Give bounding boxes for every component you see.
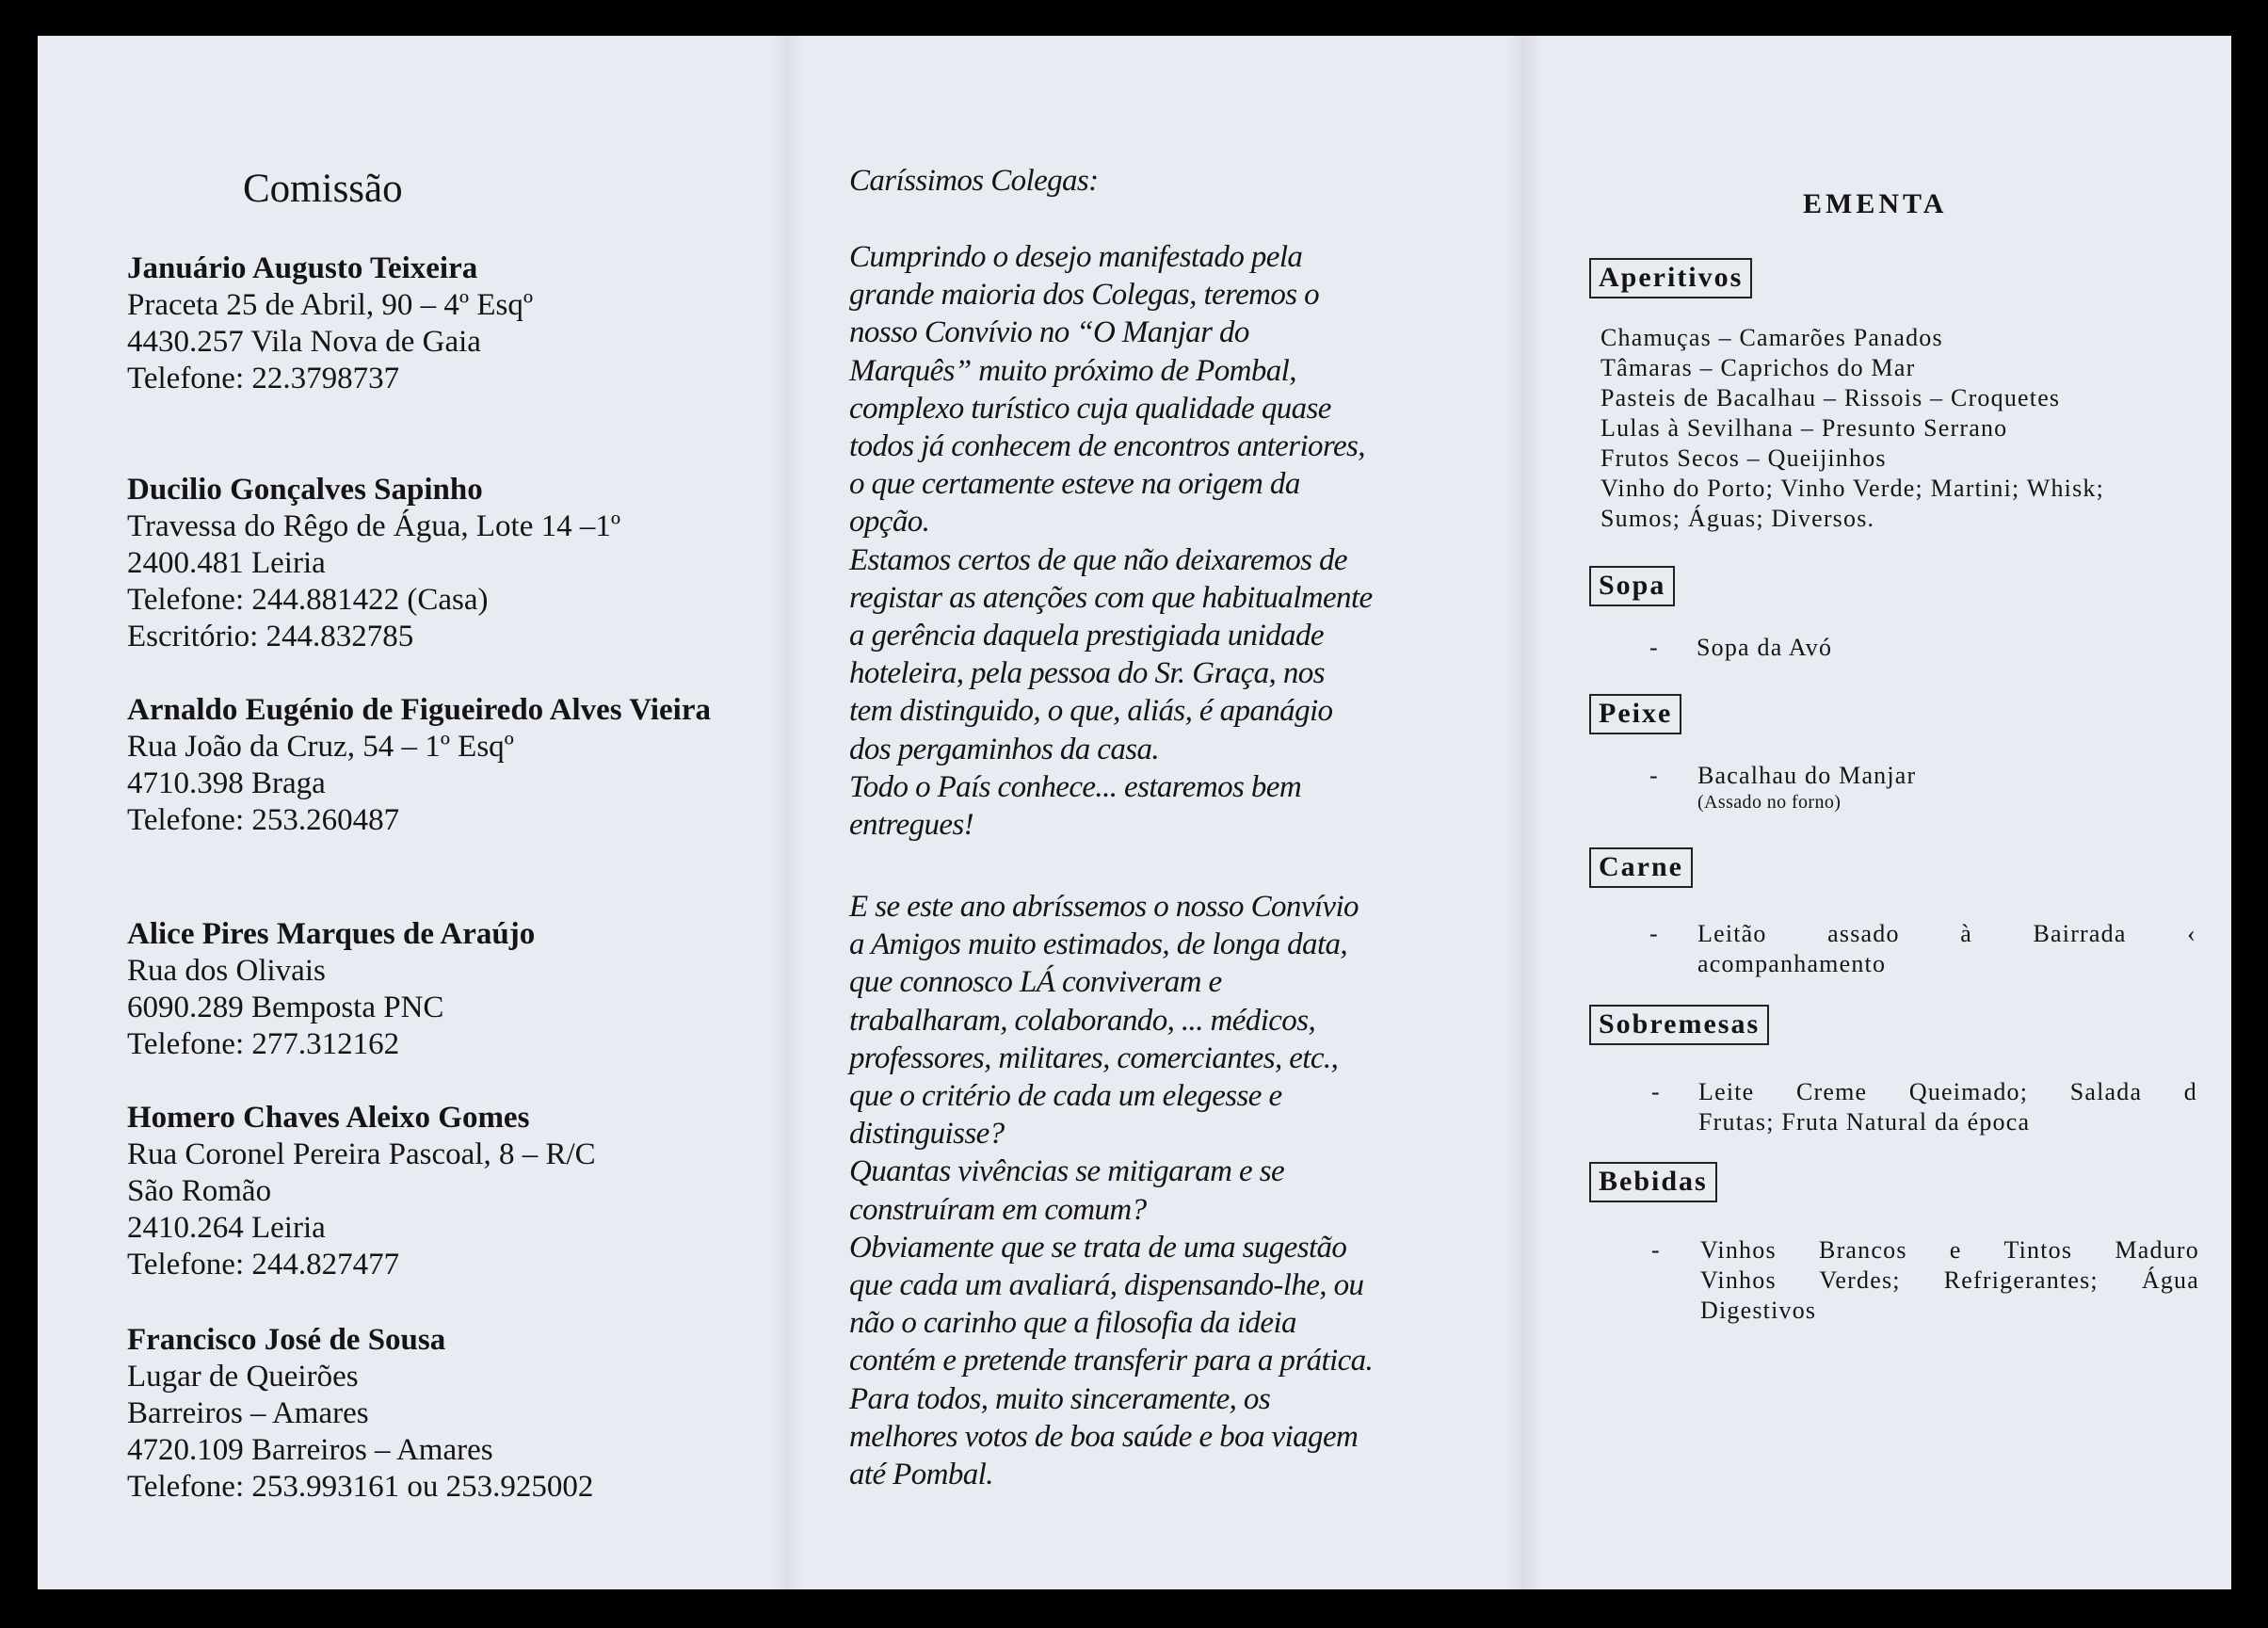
letter-line: o que certamente esteve na origem da xyxy=(849,467,1300,502)
letter-line: não o carinho que a filosofia da ideia xyxy=(849,1306,1296,1341)
letter-line: entregues! xyxy=(849,808,974,843)
member-locality: São Romão xyxy=(127,1174,272,1208)
member-name: Ducilio Gonçalves Sapinho xyxy=(127,473,483,507)
bebidas-item-line3: Digestivos xyxy=(1700,1297,1817,1324)
sobremesas-item-line2: Frutas; Fruta Natural da época xyxy=(1698,1108,2031,1136)
letter-paragraph-2 xyxy=(849,888,1461,1493)
member-name: Januário Augusto Teixeira xyxy=(127,251,478,285)
letter-line: que connosco LÁ conviveram e xyxy=(849,965,1222,1000)
member-postal: 4710.398 Braga xyxy=(127,766,326,800)
letter-line: Cumprindo o desejo manifestado pela xyxy=(849,240,1303,274)
member-address: Rua Coronel Pereira Pascoal, 8 – R/C xyxy=(127,1137,596,1171)
letter-line: distinguisse? xyxy=(849,1117,1005,1152)
member-2 xyxy=(127,472,730,655)
tri-fold-leaflet xyxy=(38,36,2231,1589)
letter-line: a Amigos muito estimados, de longa data, xyxy=(849,927,1348,962)
letter-line: E se este ano abríssemos o nosso Convívio xyxy=(849,890,1359,924)
letter-greeting xyxy=(849,162,1461,200)
letter-line: nosso Convívio no “O Manjar do xyxy=(849,315,1249,350)
member-postal: 2410.264 Leiria xyxy=(127,1211,326,1245)
peixe-note: (Assado no forno) xyxy=(1697,792,1842,813)
aperitivos-line: Tâmaras – Caprichos do Mar xyxy=(1600,354,1916,381)
letter-line: complexo turístico cuja qualidade quase xyxy=(849,391,1331,426)
aperitivos-line: Sumos; Águas; Diversos. xyxy=(1600,505,1875,532)
letter-line: Quantas vivências se mitigaram e se xyxy=(849,1154,1284,1189)
letter-line: Obviamente que se trata de uma sugestão xyxy=(849,1230,1347,1265)
letter-line: Todo o País conhece... estaremos bem xyxy=(849,769,1302,804)
member-address: Rua dos Olivais xyxy=(127,954,326,988)
letter-line: construíram em comum? xyxy=(849,1192,1147,1227)
letter-line: opção. xyxy=(849,505,930,540)
letter-line: Para todos, muito sinceramente, os xyxy=(849,1381,1271,1416)
member-phone: Telefone: 253.260487 xyxy=(127,803,400,837)
letter-line: trabalharam, colaborando, ... médicos, xyxy=(849,1003,1316,1038)
letter-line: grande maioria dos Colegas, teremos o xyxy=(849,278,1320,313)
letter-line: registar as atenções com que habitualmente xyxy=(849,580,1373,615)
aperitivos-line: Pasteis de Bacalhau – Rissois – Croquetes xyxy=(1600,384,2061,411)
letter-line: hoteleira, pela pessoa do Sr. Graça, nos xyxy=(849,656,1325,691)
carne-item-line2: acompanhamento xyxy=(1697,950,1887,977)
aperitivos-line: Chamuças – Camarões Panados xyxy=(1600,324,1943,351)
member-phone: Telefone: 253.993161 ou 253.925002 xyxy=(127,1470,594,1504)
letter-line: melhores votos de boa saúde e boa viagem xyxy=(849,1419,1359,1454)
section-carne: Carne xyxy=(1589,847,1693,888)
member-3 xyxy=(127,692,730,839)
member-address: Lugar de Queirões xyxy=(127,1360,359,1394)
member-address: Rua João da Cruz, 54 – 1º Esqº xyxy=(127,730,514,764)
sopa-bullet: - xyxy=(1649,634,1658,661)
section-aperitivos: Aperitivos xyxy=(1589,258,1752,298)
member-name: Alice Pires Marques de Araújo xyxy=(127,917,536,951)
member-name: Arnaldo Eugénio de Figueiredo Alves Vieira xyxy=(127,693,711,727)
member-address: Praceta 25 de Abril, 90 – 4º Esqº xyxy=(127,288,534,322)
peixe-bullet: - xyxy=(1649,762,1658,789)
member-phone: Telefone: 22.3798737 xyxy=(127,362,400,395)
sobremesas-bullet: - xyxy=(1651,1078,1660,1105)
member-locality: Barreiros – Amares xyxy=(127,1396,369,1430)
sopa-item: Sopa da Avó xyxy=(1697,634,1833,661)
member-postal: 6090.289 Bemposta PNC xyxy=(127,991,444,1024)
member-1 xyxy=(127,250,730,397)
member-postal: 4430.257 Vila Nova de Gaia xyxy=(127,325,481,359)
member-4 xyxy=(127,916,730,1063)
comissao-title: Comissão xyxy=(243,167,403,211)
ementa-title: EMENTA xyxy=(1803,188,1948,219)
aperitivos-line: Vinho do Porto; Vinho Verde; Martini; Whisk; xyxy=(1600,475,2105,502)
bebidas-item-line2: Vinhos Verdes; Refrigerantes; Água xyxy=(1700,1266,2199,1294)
member-5 xyxy=(127,1100,730,1283)
letter-line: que cada um avaliará, dispensando-lhe, ou xyxy=(849,1268,1364,1303)
letter-line: todos já conhecem de encontros anteriores, xyxy=(849,429,1365,464)
ementa-column xyxy=(1553,36,2231,1589)
bebidas-bullet: - xyxy=(1651,1236,1660,1264)
member-office-phone: Escritório: 244.832785 xyxy=(127,620,414,653)
carne-bullet: - xyxy=(1649,920,1658,947)
peixe-dish: Bacalhau do Manjar xyxy=(1697,762,1917,789)
member-address: Travessa do Rêgo de Água, Lote 14 –1º xyxy=(127,509,621,543)
member-phone: Telefone: 277.312162 xyxy=(127,1027,400,1061)
member-postal: 4720.109 Barreiros – Amares xyxy=(127,1433,493,1467)
member-phone: Telefone: 244.827477 xyxy=(127,1248,400,1281)
section-sopa: Sopa xyxy=(1589,566,1675,606)
letter-column xyxy=(849,36,1461,1589)
letter-line: Marquês” muito próximo de Pombal, xyxy=(849,353,1296,388)
letter-line: professores, militares, comerciantes, etc., xyxy=(849,1040,1339,1075)
member-postal: 2400.481 Leiria xyxy=(127,546,326,580)
comissao-column xyxy=(127,36,730,1589)
letter-paragraph-1 xyxy=(849,238,1461,844)
member-name: Francisco José de Sousa xyxy=(127,1323,446,1357)
member-phone: Telefone: 244.881422 (Casa) xyxy=(127,583,489,617)
member-name: Homero Chaves Aleixo Gomes xyxy=(127,1101,530,1135)
section-peixe: Peixe xyxy=(1589,694,1681,734)
letter-line: dos pergaminhos da casa. xyxy=(849,732,1160,766)
letter-line: tem distinguido, o que, aliás, é apanágio xyxy=(849,694,1333,729)
letter-line: Estamos certos de que não deixaremos de xyxy=(849,542,1347,577)
peixe-item xyxy=(1697,761,2196,814)
letter-line: contém e pretende transferir para a prática. xyxy=(849,1344,1374,1378)
carne-item-line1: Leitão assado à Bairrada ‹ xyxy=(1697,920,2196,947)
section-sobremesas: Sobremesas xyxy=(1589,1005,1769,1045)
member-6 xyxy=(127,1322,730,1506)
letter-line: até Pombal. xyxy=(849,1458,993,1492)
aperitivos-list xyxy=(1600,323,2104,534)
aperitivos-line: Frutos Secos – Queijinhos xyxy=(1600,444,1887,472)
sobremesas-item-line1: Leite Creme Queimado; Salada d xyxy=(1698,1078,2197,1105)
letter-line: a gerência daquela prestigiada unidade xyxy=(849,619,1324,653)
greeting: Caríssimos Colegas: xyxy=(849,164,1099,198)
bebidas-item-line1: Vinhos Brancos e Tintos Maduro xyxy=(1700,1236,2199,1264)
section-bebidas: Bebidas xyxy=(1589,1162,1717,1202)
letter-line: que o critério de cada um elegesse e xyxy=(849,1079,1282,1114)
aperitivos-line: Lulas à Sevilhana – Presunto Serrano xyxy=(1600,414,2008,442)
